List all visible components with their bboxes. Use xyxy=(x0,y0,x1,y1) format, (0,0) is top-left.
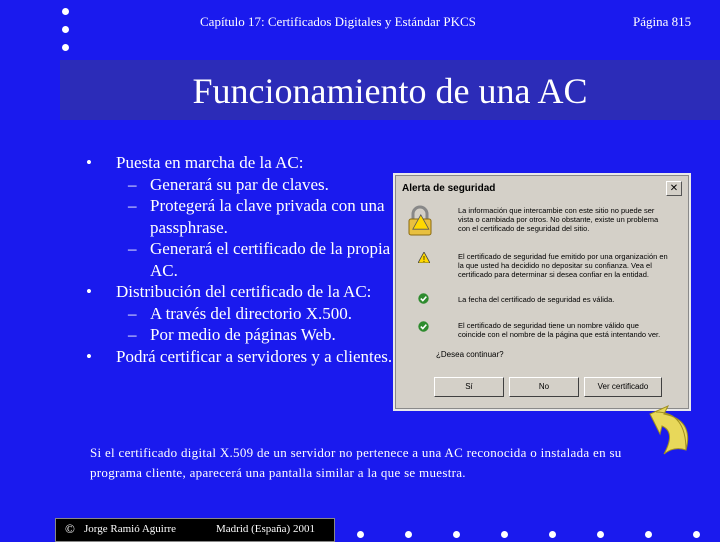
title-band xyxy=(60,60,720,120)
footnote-text: Si el certificado digital X.509 de un servidor no pertenece a una AC reconocida o instalada en su programa cliente, aparecerá una pantalla similar a la que se muestra. xyxy=(90,445,622,480)
decor-dot xyxy=(62,26,69,33)
decor-dot xyxy=(693,531,700,538)
sub-bullet-item: – Por medio de páginas Web. xyxy=(128,325,336,344)
security-alert-dialog xyxy=(395,175,689,409)
dialog-intro-text: La información que intercambie con este sitio no puede ser vista o cambiada por otros. No obstante, existe un problema con el certificado de seguridad del sitio. xyxy=(458,206,659,233)
copyright-symbol: © xyxy=(65,521,75,536)
decor-dot xyxy=(549,531,556,538)
sub-bullet-text: Generará su par de claves. xyxy=(150,174,329,194)
bullet-item: • Distribución del certificado de la AC: xyxy=(86,282,372,301)
certificate-name-status: El certificado de seguridad tiene un nombre válido que coincide con el nombre de la página que está intentando ver. xyxy=(458,321,661,339)
sub-bullet-text: Generará el certificado de la propia AC. xyxy=(150,239,391,280)
decor-dot xyxy=(405,531,412,538)
author-name: Jorge Ramió Aguirre xyxy=(84,523,177,535)
sub-bullet-text: Protegerá la clave privada con una passphrase. xyxy=(150,196,385,237)
check-icon xyxy=(418,293,429,304)
place-year: Madrid (España) 2001 xyxy=(216,523,315,535)
sub-bullet-item: – Generará el certificado de la propia AC. xyxy=(128,239,391,280)
bullet-text: Podrá certificar a servidores y a clientes. xyxy=(116,346,393,366)
continue-question: ¿Desea continuar? xyxy=(436,350,504,359)
decor-dot xyxy=(645,531,652,538)
warning-icon xyxy=(418,252,430,263)
bullet-text: Puesta en marcha de la AC: xyxy=(116,153,304,172)
certificate-date-status: La fecha del certificado de seguridad es válida. xyxy=(458,295,615,304)
no-button[interactable]: No xyxy=(509,377,579,397)
sub-bullet-text: Por medio de páginas Web. xyxy=(150,325,336,344)
decor-dot xyxy=(501,531,508,538)
slide-title: Funcionamiento de una AC xyxy=(192,71,588,111)
view-certificate-button[interactable]: Ver certificado xyxy=(584,377,662,397)
decor-dot xyxy=(62,44,69,51)
sub-bullet-item: – Protegerá la clave privada con una passphrase. xyxy=(128,196,385,237)
chapter-title: Capítulo 17: Certificados Digitales y Estándar PKCS xyxy=(200,14,476,29)
check-icon xyxy=(418,321,429,332)
lock-icon xyxy=(406,204,434,238)
certificate-issuer-warning: El certificado de seguridad fue emitido por una organización en la que usted ha decidido no depositar su confianza. Vea el certificado para determinar si desea confiar en la entidad. xyxy=(458,252,668,279)
svg-text:!: ! xyxy=(422,255,426,263)
sub-bullet-item: – A través del directorio X.500. xyxy=(128,303,353,323)
sub-bullet-text: A través del directorio X.500. xyxy=(150,303,353,323)
bullet-item: • Podrá certificar a servidores y a clientes. xyxy=(86,346,393,366)
bullet-text: Distribución del certificado de la AC: xyxy=(116,282,372,301)
page-number: Página 815 xyxy=(633,14,692,29)
decor-dot xyxy=(453,531,460,538)
dialog-title: Alerta de seguridad xyxy=(402,183,496,194)
bullet-item: • Puesta en marcha de la AC: xyxy=(86,153,304,172)
decor-dot xyxy=(357,531,364,538)
footer-credits xyxy=(55,518,335,542)
sub-bullet-item: – Generará su par de claves. xyxy=(128,174,329,194)
close-button[interactable]: ✕ xyxy=(666,181,682,196)
bullet-list xyxy=(86,152,396,367)
yes-button[interactable]: Sí xyxy=(434,377,504,397)
decor-dot xyxy=(62,8,69,15)
decor-dot xyxy=(597,531,604,538)
curved-arrow-icon xyxy=(646,392,704,462)
